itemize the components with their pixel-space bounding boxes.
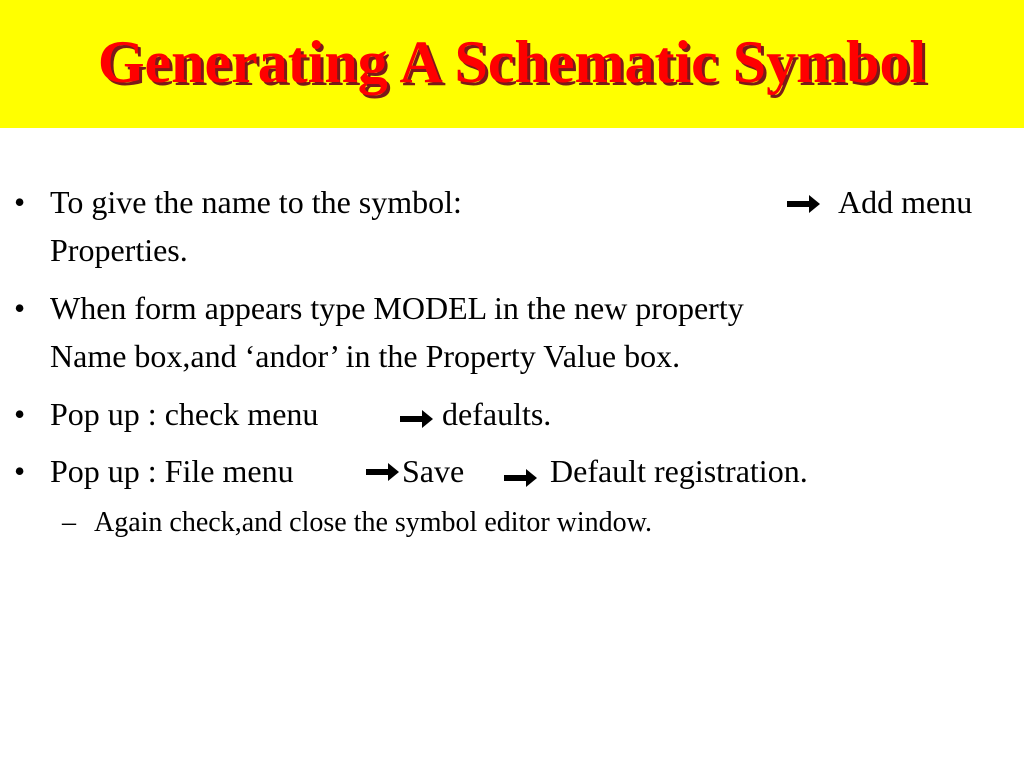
- bullet-1-text-add-menu: Add menu: [838, 184, 973, 220]
- right-arrow-icon: [504, 468, 538, 488]
- bullet-glyph: •: [14, 396, 26, 432]
- bullet-2-text-line-2: Name box,and ‘andor’ in the Property Value box.: [50, 338, 681, 374]
- sub-bullet-text: Again check,and close the symbol editor window.: [94, 507, 653, 538]
- right-arrow-icon: [787, 194, 821, 214]
- bullet-glyph: •: [14, 453, 26, 489]
- right-arrow-icon: [366, 462, 400, 482]
- slide-title: Generating A Schematic Symbol: [97, 29, 927, 95]
- bullet-4-text-default-registration: Default registration.: [550, 453, 808, 489]
- bullet-1-text-properties: Properties.: [50, 232, 188, 268]
- bullet-3-text-defaults: defaults.: [442, 396, 552, 432]
- bullet-3-text: Pop up : check menu: [50, 396, 319, 432]
- bullet-glyph: •: [14, 184, 26, 220]
- right-arrow-icon: [400, 409, 434, 429]
- sub-bullet-glyph: –: [62, 507, 76, 538]
- bullet-1-text: To give the name to the symbol:: [50, 184, 462, 220]
- bullet-4-text: Pop up : File menu: [50, 453, 294, 489]
- bullet-2-text-line-1: When form appears type MODEL in the new property: [50, 290, 744, 326]
- bullet-4-text-save: Save: [402, 453, 465, 489]
- bullet-glyph: •: [14, 290, 26, 326]
